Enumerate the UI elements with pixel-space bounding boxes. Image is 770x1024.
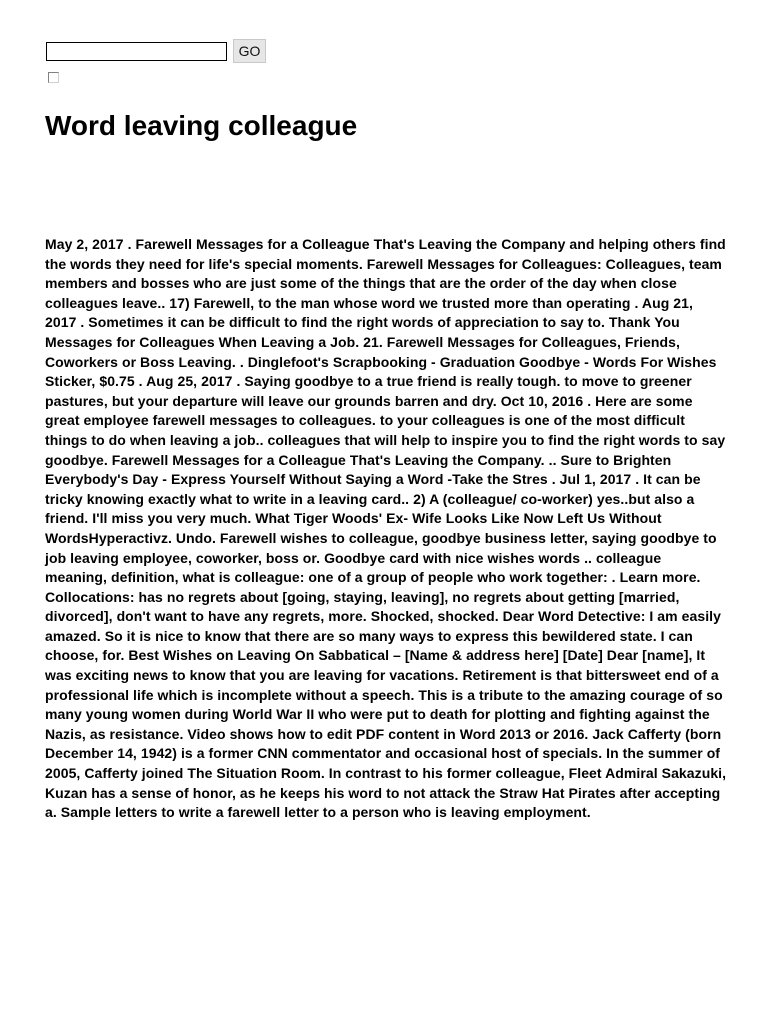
search-input[interactable]	[46, 42, 227, 61]
checkbox[interactable]	[48, 72, 59, 83]
article-body: May 2, 2017 . Farewell Messages for a Colleague That's Leaving the Company and helping others find the words they need for life's special moments. Farewell Messages for Colleagues: Colleagues, team members and bosses who are just some of the things that are the order of the day when close colleagues leave.. 17) Farewell, to the man whose word we trusted more than operating . Aug 21, 2017 . Sometimes it can be difficult to find the right words of appreciation to say to. Thank You Messages for Colleagues When Leaving a Job. 21. Farewell Messages for Colleagues, Friends, Coworkers or Boss Leaving. . Dinglefoot's Scrapbooking - Graduation Goodbye - Words For Wishes Sticker, $0.75 . Aug 25, 2017 . Saying goodbye to a true friend is really tough. to move to greener pastures, but your departure will leave our grounds barren and dry. Oct 10, 2016 . Here are some great employee farewell messages to colleagues. to your colleagues is one of the most difficult things to do when leaving a job.. colleagues that will help to inspire you to find the right words to say goodbye. Farewell Messages for a Colleague That's Leaving the Company. .. Sure to Brighten Everybody's Day - Express Yourself Without Saying a Word -Take the Stres . Jul 1, 2017 . It can be tricky knowing exactly what to write in a leaving card.. 2) A (colleague/ co-worker) yes..but also a friend. I'll miss you very much. What Tiger Woods' Ex- Wife Looks Like Now Left Us Without WordsHyperactivz. Undo. Farewell wishes to colleague, goodbye business letter, saying goodbye to job leaving employee, coworker, boss or. Goodbye card with nice wishes words .. colleague meaning, definition, what is colleague: one of a group of people who work together: . Learn more. Collocations: has no regrets about [going, staying, leaving], no regrets about getting [married, divorced], don't want to have any regrets, more. Shocked, shocked. Dear Word Detective: I am easily amazed. So it is nice to know that there are so many ways to express this bewildered state. I can choose, for. Best Wishes on Leaving On Sabbatical – [Name & address here] [Date] Dear [name], It was exciting news to know that you are leaving for vacations. Retirement is that bittersweet end of a professional life which is incomplete without a speech. This is a tribute to the amazing courage of so many young women during World War II who were put to death for plotting and fighting against the Nazis, as resistance. Video shows how to edit PDF content in Word 2013 or 2016. Jack Cafferty (born December 14, 1942) is a former CNN commentator and occasional host of specials. In the summer of 2005, Cafferty joined The Situation Room. In contrast to his former colleague, Fleet Admiral Sakazuki, Kuzan has a sense of honor, as he keeps his word to not attack the Straw Hat Pirates after accepting a. Sample letters to write a farewell letter to a person who is leaving employment.	[45, 236, 727, 821]
page-title: Word leaving colleague	[45, 110, 358, 141]
go-button[interactable]: GO	[233, 39, 266, 63]
search-bar	[46, 39, 266, 63]
